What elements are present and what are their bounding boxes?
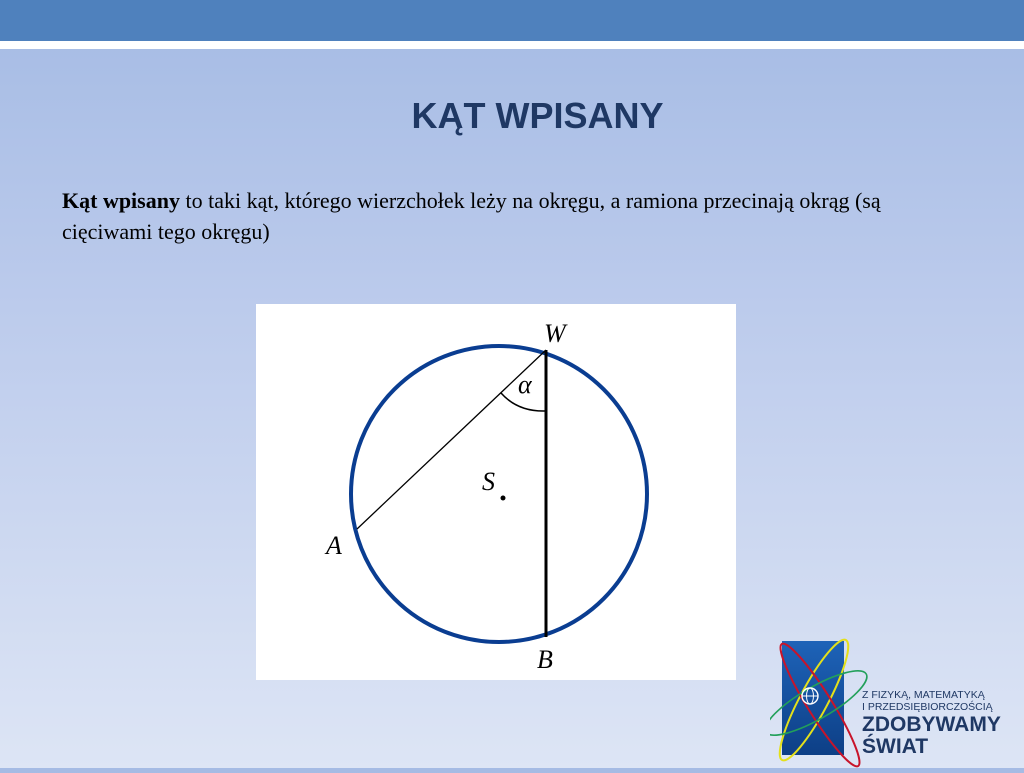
label-s: S xyxy=(482,467,495,496)
inscribed-angle-diagram xyxy=(256,304,736,680)
center-point xyxy=(501,496,506,501)
circle xyxy=(351,346,647,642)
label-a: A xyxy=(326,531,342,560)
logo-line-1: Z FIZYKĄ, MATEMATYKĄ xyxy=(862,689,985,701)
label-b: B xyxy=(537,645,553,674)
label-alpha: α xyxy=(518,370,532,399)
header-bar xyxy=(0,0,1024,41)
definition-term: Kąt wpisany xyxy=(62,188,180,213)
logo-line-3: ZDOBYWAMY xyxy=(862,713,1001,736)
logo-line-2: I PRZEDSIĘBIORCZOŚCIĄ xyxy=(862,701,993,713)
definition-body: to taki kąt, którego wierzchołek leży na okręgu, a ramiona przecinają okrąg (są cięciwami tego okręgu) xyxy=(62,188,881,244)
project-logo xyxy=(770,625,1024,768)
slide-title: KĄT WPISANY xyxy=(411,95,664,136)
globe-orbit-logo-icon xyxy=(770,625,1024,768)
label-w: W xyxy=(544,319,566,348)
logo-line-4: ŚWIAT xyxy=(862,735,929,758)
definition-text xyxy=(62,185,962,247)
header-divider xyxy=(0,41,1024,49)
diagram-svg xyxy=(256,304,736,680)
